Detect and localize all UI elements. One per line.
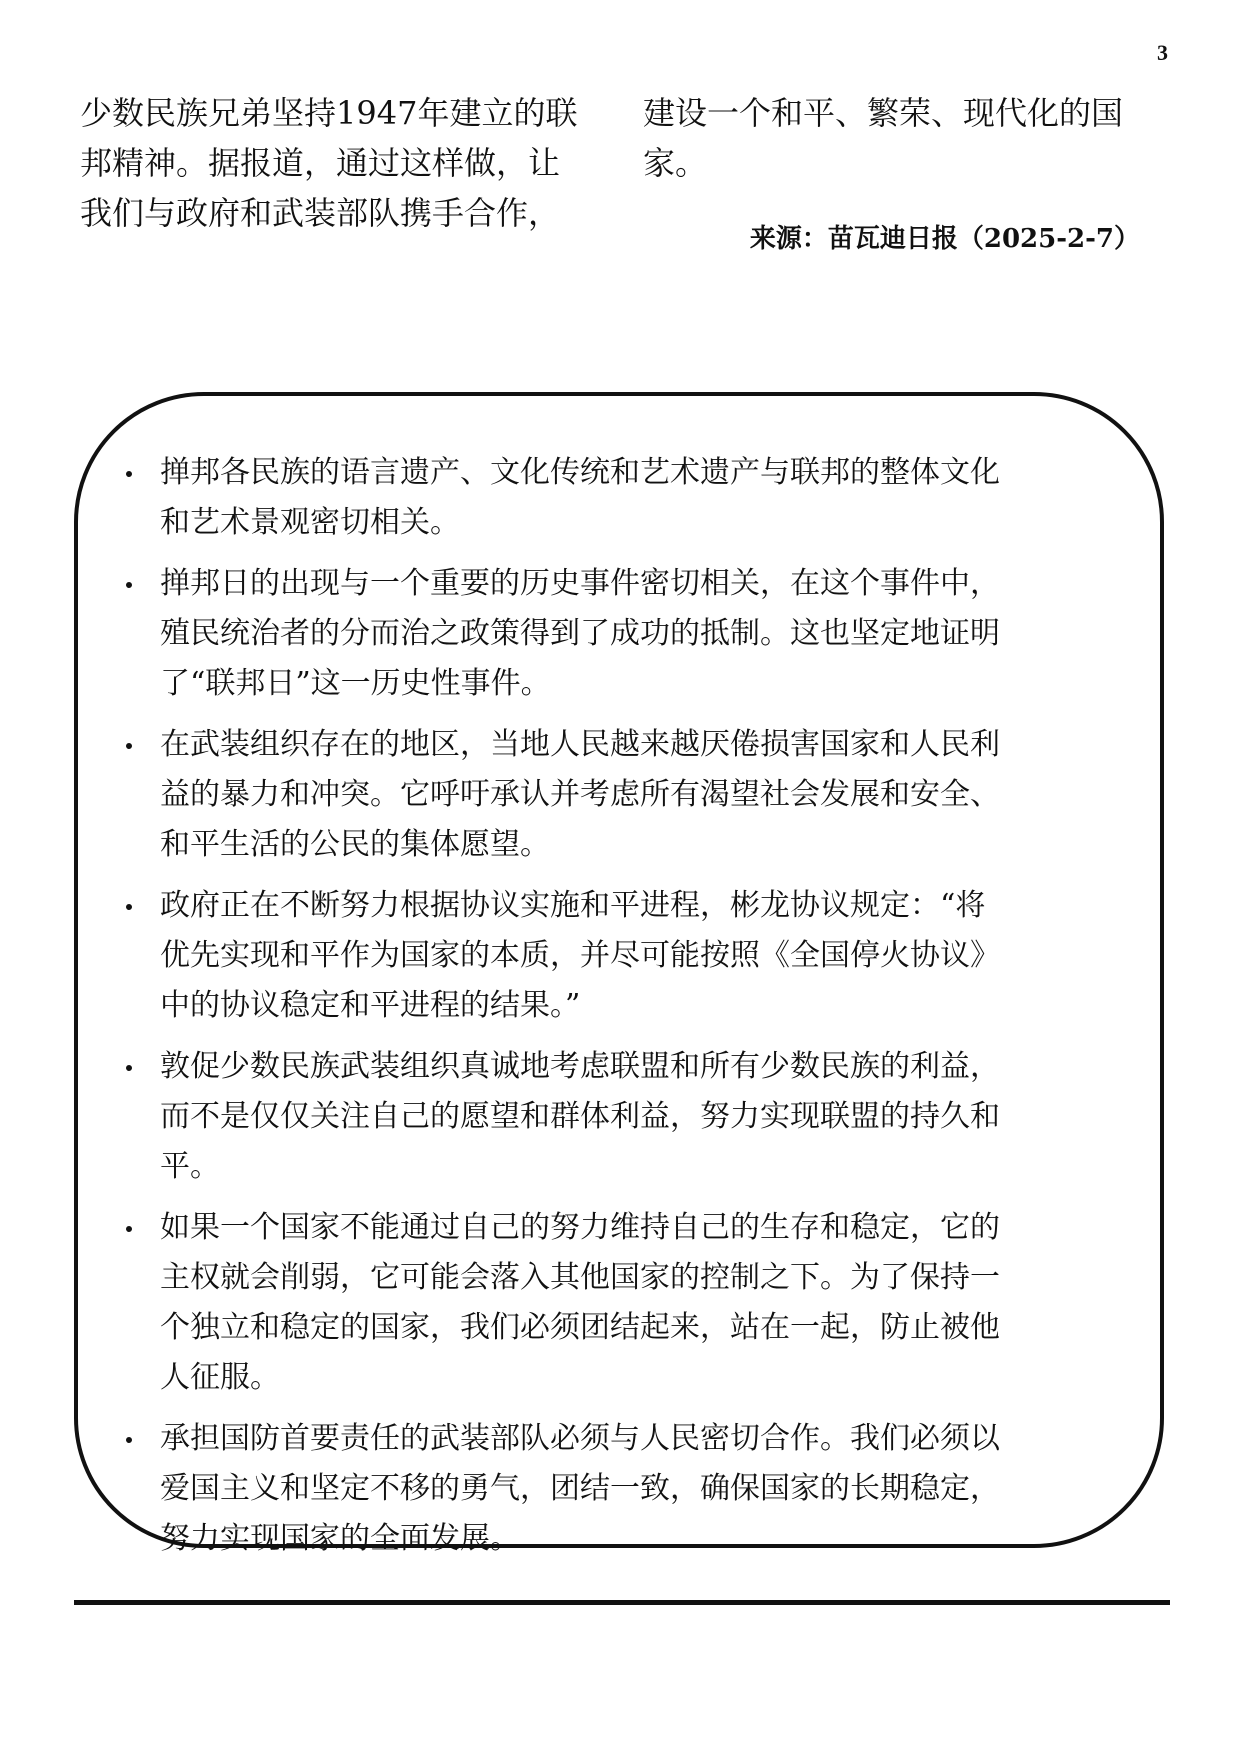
bullet-text: [160, 720, 1126, 870]
bullet-text: [160, 881, 1126, 1031]
intro-line: 建设一个和平、繁荣、现代化的国: [643, 94, 1124, 132]
footer-divider: [74, 1600, 1170, 1605]
intro-line: 邦精神。据报道，通过这样做，让: [80, 144, 561, 182]
bullet-dot-icon: [126, 1065, 132, 1071]
bullet-dot-icon: [126, 1226, 132, 1232]
intro-columns: [80, 88, 1170, 238]
bullet-line: 掸邦各民族的语言遗产、文化传统和艺术遗产与联邦的整体文化: [160, 455, 1000, 490]
bullet-line: 平。: [160, 1149, 220, 1184]
bullet-text: [160, 1203, 1126, 1403]
bullet-line: 努力实现国家的全面发展。: [160, 1521, 520, 1556]
list-item: [126, 1414, 1126, 1564]
key-points-list: [126, 448, 1126, 1575]
bullet-dot-icon: [126, 1437, 132, 1443]
bullet-line: 如果一个国家不能通过自己的努力维持自己的生存和稳定，它的: [160, 1210, 1000, 1245]
bullet-dot-icon: [126, 471, 132, 477]
bullet-text: [160, 1414, 1126, 1564]
intro-line: 少数民族兄弟坚持1947年建立的联: [80, 94, 578, 132]
list-item: [126, 559, 1126, 709]
source-citation: 来源：苗瓦迪日报（2025-2-7）: [749, 224, 1140, 254]
bullet-line: 敦促少数民族武装组织真诚地考虑联盟和所有少数民族的利益，: [160, 1049, 1000, 1084]
key-points-box: [74, 392, 1164, 1556]
page-number: 3: [1157, 40, 1168, 65]
bullet-line: 优先实现和平作为国家的本质，并尽可能按照《全国停火协议》: [160, 938, 1000, 973]
bullet-line: 中的协议稳定和平进程的结果。”: [160, 988, 581, 1023]
list-item: [126, 1203, 1126, 1403]
intro-line: 我们与政府和武装部队携手合作，: [80, 194, 561, 232]
bullet-dot-icon: [126, 582, 132, 588]
intro-right-column: [643, 88, 1123, 188]
list-item: [126, 1042, 1126, 1192]
bullet-text: [160, 1042, 1126, 1192]
bullet-line: 殖民统治者的分而治之政策得到了成功的抵制。这也坚定地证明: [160, 616, 1000, 651]
list-item: [126, 448, 1126, 548]
intro-left-column: [80, 88, 577, 238]
bullet-line: 了“联邦日”这一历史性事件。: [160, 666, 551, 701]
bullet-text: [160, 559, 1126, 709]
bullet-line: 和平生活的公民的集体愿望。: [160, 827, 550, 862]
bullet-line: 益的暴力和冲突。它呼吁承认并考虑所有渴望社会发展和安全、: [160, 777, 1000, 812]
bullet-line: 而不是仅仅关注自己的愿望和群体利益，努力实现联盟的持久和: [160, 1099, 1000, 1134]
bullet-line: 爱国主义和坚定不移的勇气，团结一致，确保国家的长期稳定，: [160, 1471, 1000, 1506]
intro-line: 家。: [643, 144, 708, 182]
bullet-line: 在武装组织存在的地区，当地人民越来越厌倦损害国家和人民利: [160, 727, 1000, 762]
list-item: [126, 881, 1126, 1031]
list-item: [126, 720, 1126, 870]
bullet-line: 人征服。: [160, 1360, 280, 1395]
bullet-line: 政府正在不断努力根据协议实施和平进程，彬龙协议规定：“将: [160, 888, 986, 923]
bullet-dot-icon: [126, 904, 132, 910]
bullet-line: 掸邦日的出现与一个重要的历史事件密切相关，在这个事件中，: [160, 566, 1000, 601]
bullet-line: 承担国防首要责任的武装部队必须与人民密切合作。我们必须以: [160, 1421, 1000, 1456]
bullet-text: [160, 448, 1126, 548]
bullet-dot-icon: [126, 743, 132, 749]
bullet-line: 主权就会削弱，它可能会落入其他国家的控制之下。为了保持一: [160, 1260, 1000, 1295]
bullet-line: 个独立和稳定的国家，我们必须团结起来，站在一起，防止被他: [160, 1310, 1000, 1345]
bullet-line: 和艺术景观密切相关。: [160, 505, 460, 540]
